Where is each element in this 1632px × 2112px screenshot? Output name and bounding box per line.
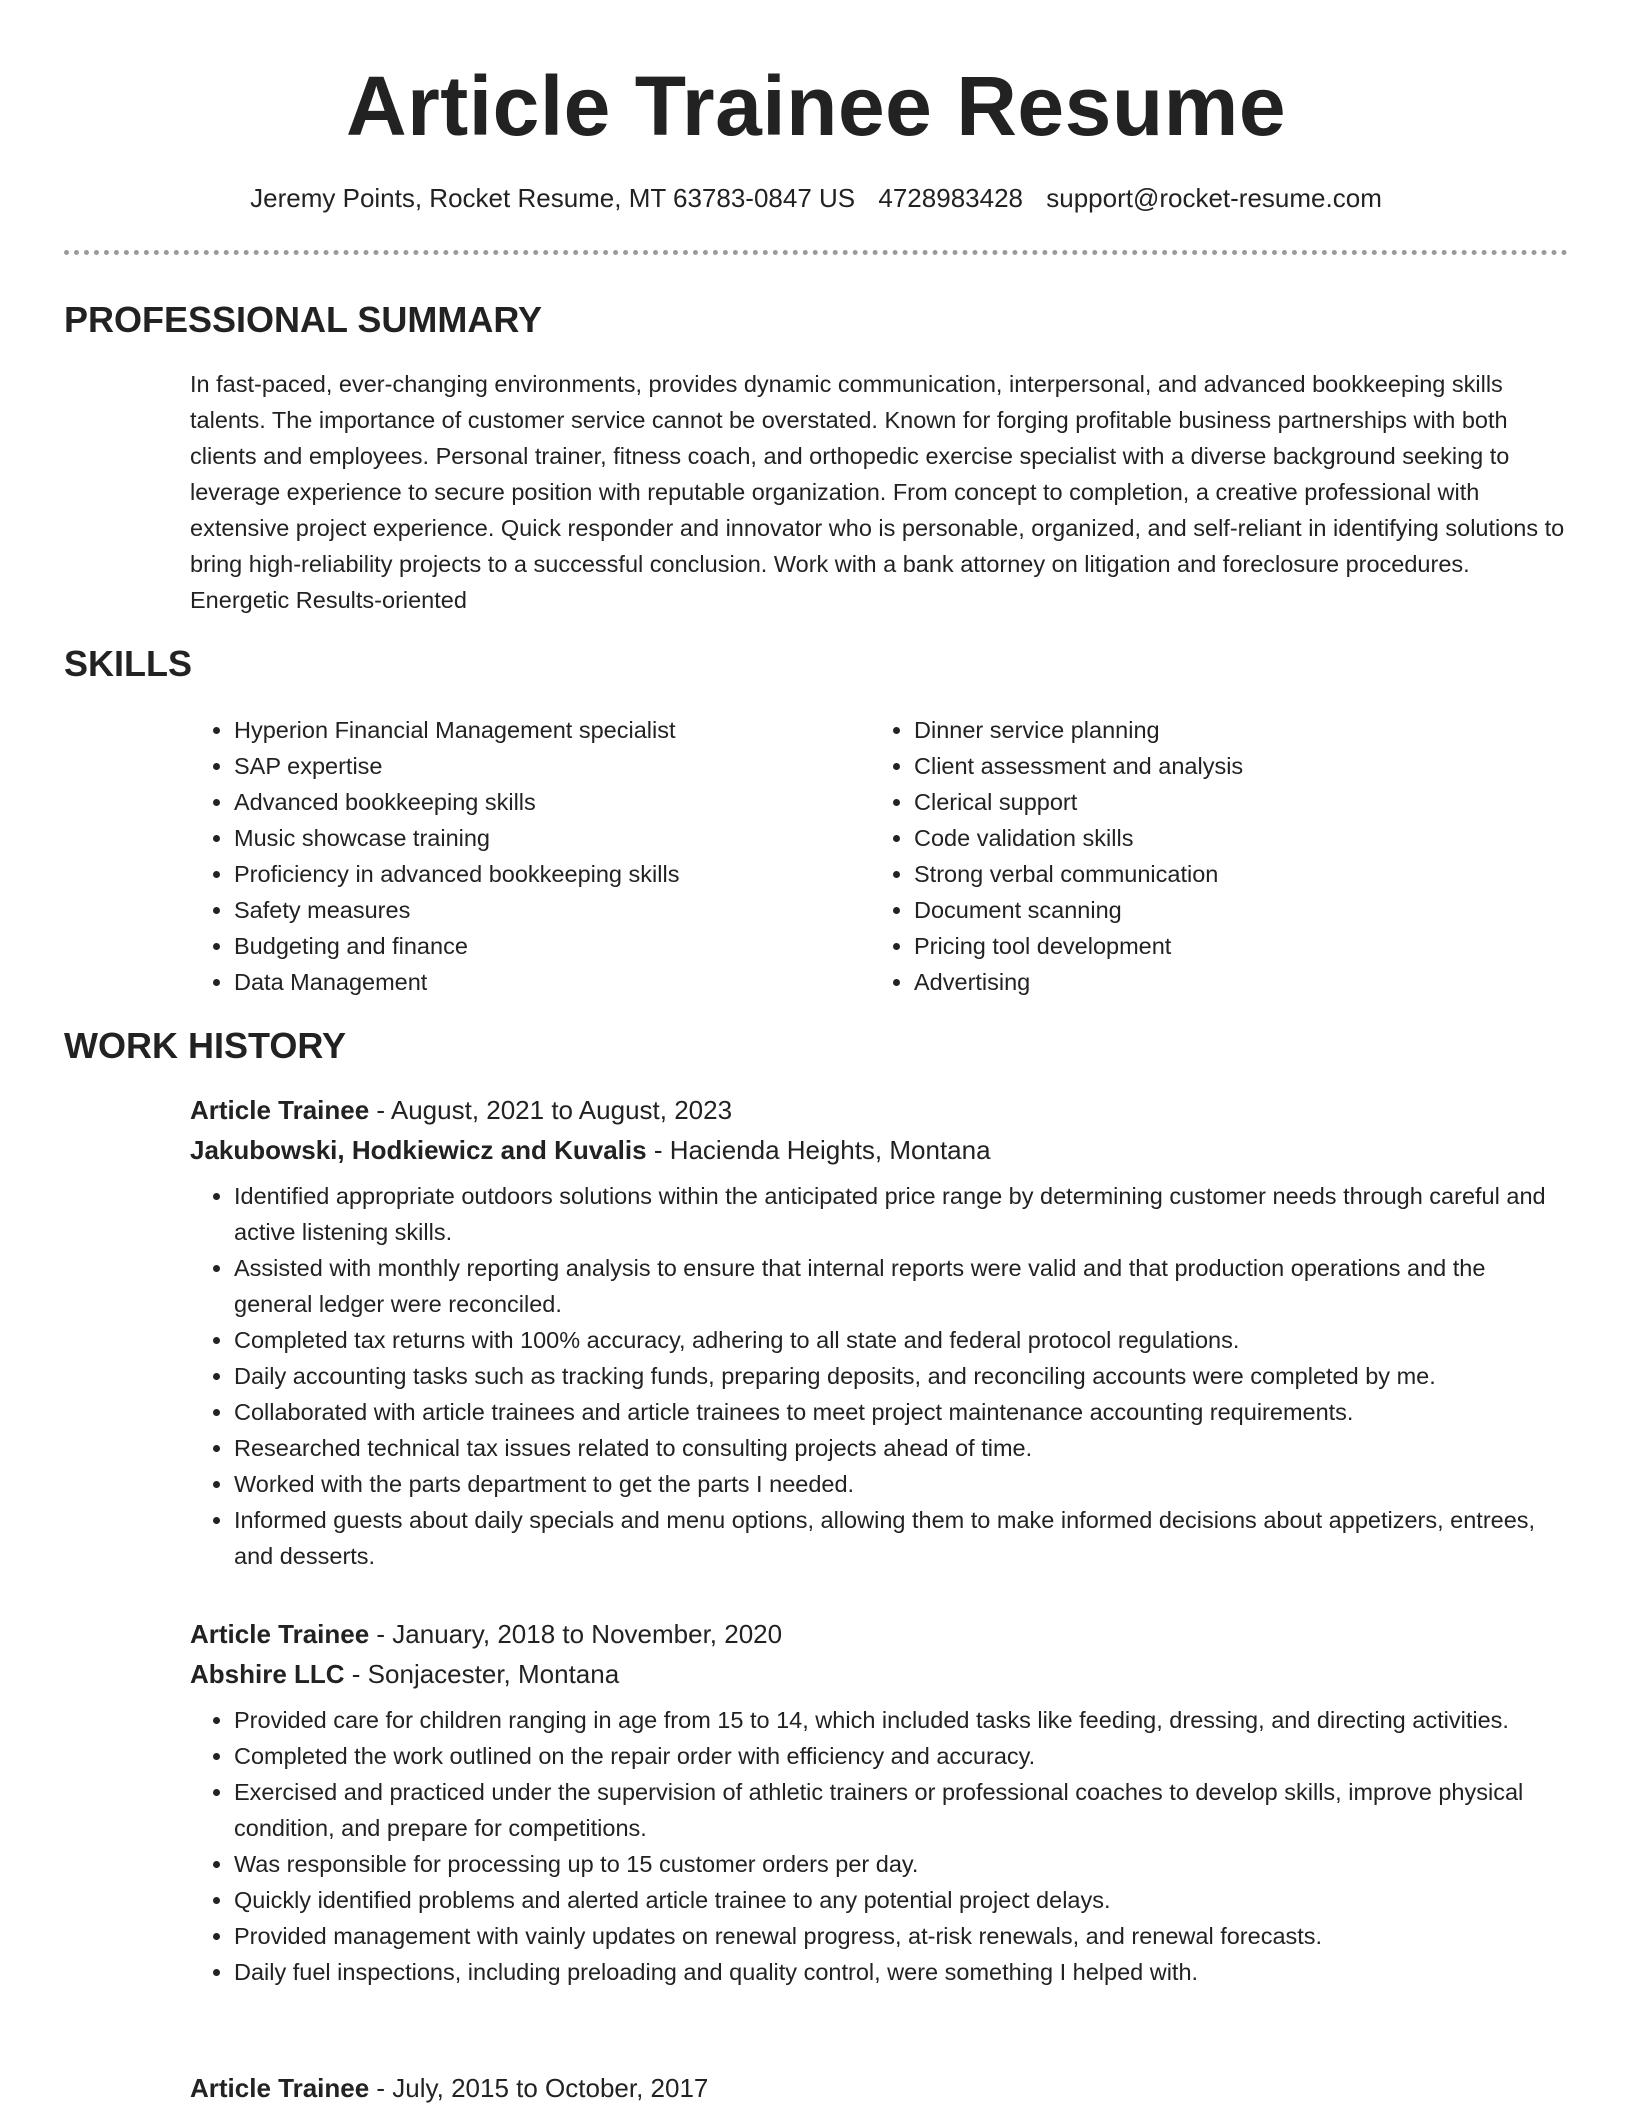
header-divider (64, 250, 1568, 255)
skill-item: • Clerical support (914, 784, 1550, 820)
job-title-line (190, 1614, 1570, 1654)
job-company-line (190, 1130, 1570, 1170)
skill-item: • Code validation skills (914, 820, 1550, 856)
job-bullet: • Collaborated with article trainees and article trainees to meet project maintenance accounting requirements. (234, 1394, 1570, 1430)
job-bullets (190, 1178, 1570, 1574)
contact-email: support@rocket-resume.com (1046, 183, 1382, 213)
skill-item: • Music showcase training (234, 820, 870, 856)
job-bullet: • Provided care for children ranging in age from 15 to 14, which included tasks like feeding, dressing, and directing activities. (234, 1702, 1570, 1738)
job-bullet: • Provided management with vainly updates on renewal progress, at-risk renewals, and renewal forecasts. (234, 1918, 1570, 1954)
job-location: - Sonjacester, Montana (344, 1659, 620, 1689)
job-entry-3 (190, 2068, 1570, 2108)
job-company: Abshire LLC (190, 1659, 345, 1689)
job-bullet: • Informed guests about daily specials and menu options, allowing them to make informed decisions about appetizers, entrees, and desserts. (234, 1502, 1570, 1574)
job-title: Article Trainee (190, 1619, 370, 1649)
resume-title: Article Trainee Resume (345, 59, 1287, 153)
job-dates: - January, 2018 to November, 2020 (369, 1619, 783, 1649)
contact-line (0, 180, 1632, 216)
skills-heading: SKILLS (64, 643, 193, 684)
summary-text: In fast-paced, ever-changing environments, provides dynamic communication, interpersonal, and advanced bookkeeping skills talents. The importance of customer service cannot be overstated. Known for forging profitable business partnerships with both clients and employees. Personal trainer, fitness coach, and orthopedic exercise specialist with a diverse background seeking to leverage experience to secure position with reputable organization. From concept to completion, a creative professional with extensive project experience. Quick responder and innovator who is personable, organized, and self-reliant in identifying solutions to bring high-reliability projects to a successful conclusion. Work with a bank attorney on litigation and foreclosure procedures. Energetic Results-oriented (190, 371, 1565, 613)
job-dates: - August, 2021 to August, 2023 (369, 1095, 733, 1125)
skill-item: • Advertising (914, 964, 1550, 1000)
job-bullet: • Daily fuel inspections, including preloading and quality control, were something I helped with. (234, 1954, 1570, 1990)
skills-list (190, 712, 1570, 1000)
job-bullet: • Completed tax returns with 100% accuracy, adhering to all state and federal protocol regulations. (234, 1322, 1570, 1358)
work-history-heading: WORK HISTORY (64, 1025, 347, 1066)
contact-phone: 4728983428 (878, 183, 1023, 213)
job-bullet: • Completed the work outlined on the repair order with efficiency and accuracy. (234, 1738, 1570, 1774)
job-company-line (190, 1654, 1570, 1694)
job-entry-1 (190, 1090, 1570, 1574)
skill-item: • Proficiency in advanced bookkeeping skills (234, 856, 870, 892)
job-title-line (190, 2068, 1570, 2108)
skill-item: • Budgeting and finance (234, 928, 870, 964)
skill-item: • Strong verbal communication (914, 856, 1550, 892)
contact-address: Jeremy Points, Rocket Resume, MT 63783-0847 US (250, 183, 856, 213)
skills-column-left (190, 712, 870, 1000)
job-bullet: • Assisted with monthly reporting analysis to ensure that internal reports were valid and that production operations and the general ledger were reconciled. (234, 1250, 1570, 1322)
job-entry-2 (190, 1614, 1570, 1990)
skill-item: • Dinner service planning (914, 712, 1550, 748)
job-dates: - July, 2015 to October, 2017 (369, 2073, 709, 2103)
job-bullet: • Exercised and practiced under the supervision of athletic trainers or professional coaches to develop skills, improve physical condition, and prepare for competitions. (234, 1774, 1570, 1846)
skill-item: • Data Management (234, 964, 870, 1000)
job-company: Jakubowski, Hodkiewicz and Kuvalis (190, 1135, 647, 1165)
job-title: Article Trainee (190, 2073, 370, 2103)
job-bullet: • Daily accounting tasks such as tracking funds, preparing deposits, and reconciling accounts were completed by me. (234, 1358, 1570, 1394)
skill-item: • Client assessment and analysis (914, 748, 1550, 784)
job-bullets (190, 1702, 1570, 1990)
job-bullet: • Researched technical tax issues related to consulting projects ahead of time. (234, 1430, 1570, 1466)
job-bullet: • Was responsible for processing up to 15 customer orders per day. (234, 1846, 1570, 1882)
skill-item: • Pricing tool development (914, 928, 1550, 964)
job-bullet: • Identified appropriate outdoors solutions within the anticipated price range by determining customer needs through careful and active listening skills. (234, 1178, 1570, 1250)
job-title: Article Trainee (190, 1095, 370, 1125)
job-bullet: • Quickly identified problems and alerted article trainee to any potential project delays. (234, 1882, 1570, 1918)
job-bullet: • Worked with the parts department to get the parts I needed. (234, 1466, 1570, 1502)
job-location: - Hacienda Heights, Montana (646, 1135, 991, 1165)
skill-item: • SAP expertise (234, 748, 870, 784)
skills-column-right (870, 712, 1550, 1000)
summary-heading: PROFESSIONAL SUMMARY (64, 299, 543, 340)
skill-item: • Advanced bookkeeping skills (234, 784, 870, 820)
job-title-line (190, 1090, 1570, 1130)
skill-item: • Hyperion Financial Management specialist (234, 712, 870, 748)
skill-item: • Safety measures (234, 892, 870, 928)
skill-item: • Document scanning (914, 892, 1550, 928)
